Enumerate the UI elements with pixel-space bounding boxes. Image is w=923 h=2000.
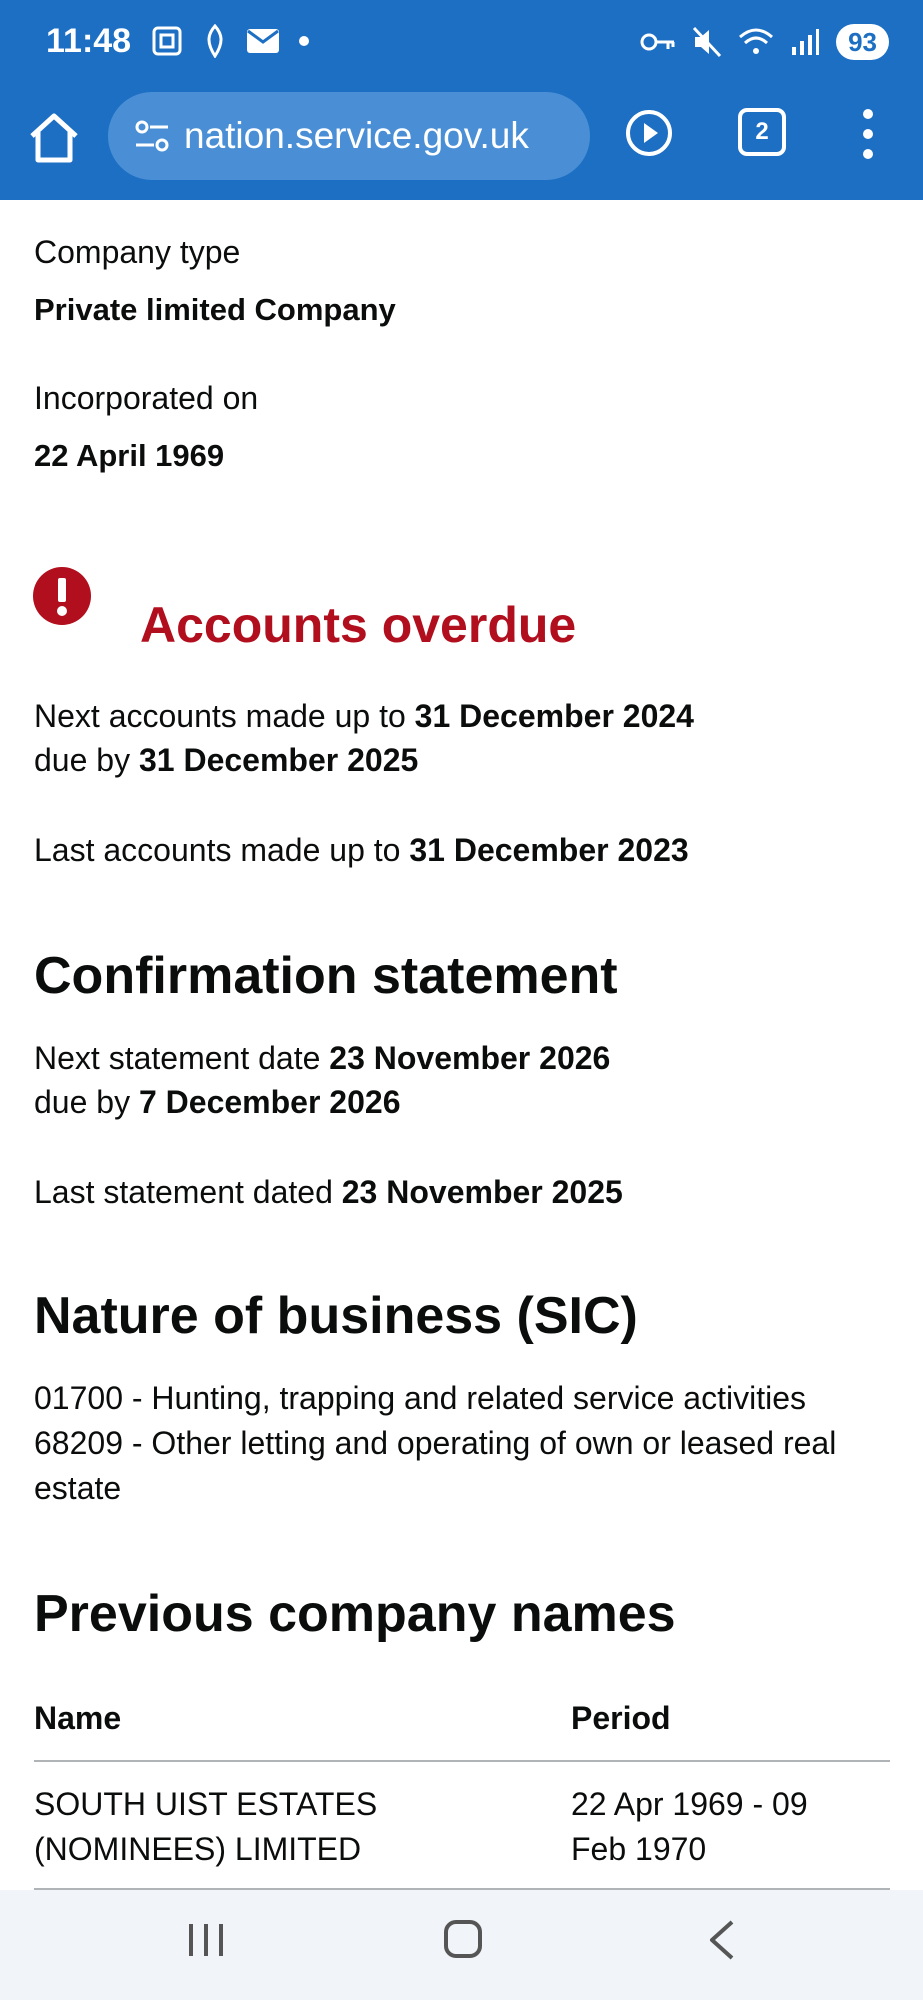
signal-icon bbox=[790, 27, 820, 57]
next-statement-line bbox=[34, 1040, 610, 1077]
period-line: Feb 1970 bbox=[571, 1831, 707, 1867]
period-line: 22 Apr 1969 - 09 bbox=[571, 1786, 808, 1822]
table-header-period: Period bbox=[571, 1700, 671, 1736]
incorporated-label: Incorporated on bbox=[34, 380, 259, 416]
url-text[interactable]: nation.service.gov.uk bbox=[184, 115, 529, 156]
last-accounts-date: 31 December 2023 bbox=[409, 832, 689, 868]
next-statement-label: Next statement date bbox=[34, 1040, 330, 1076]
home-nav-icon[interactable] bbox=[444, 1920, 482, 1958]
table-divider bbox=[34, 1760, 890, 1762]
status-icons-left bbox=[150, 24, 310, 58]
next-statement-date: 23 November 2026 bbox=[329, 1040, 611, 1076]
status-bar bbox=[0, 0, 923, 88]
nature-of-business-heading: Nature of business (SIC) bbox=[34, 1287, 638, 1345]
previous-names-heading: Previous company names bbox=[34, 1585, 676, 1643]
sic-item: 68209 - Other letting and operating of own or leased real estate bbox=[34, 1425, 837, 1506]
statement-due-label: due by bbox=[34, 1084, 139, 1120]
table-header-name: Name bbox=[34, 1700, 122, 1736]
last-statement-label: Last statement dated bbox=[34, 1174, 342, 1210]
battery-indicator: 93 bbox=[836, 24, 889, 60]
play-icon[interactable] bbox=[624, 108, 674, 158]
tab-count: 2 bbox=[755, 118, 769, 145]
app-icon bbox=[202, 24, 228, 58]
next-accounts-label: Next accounts made up to bbox=[34, 698, 415, 734]
recent-apps-icon[interactable] bbox=[186, 1920, 226, 1960]
mute-icon bbox=[692, 26, 722, 58]
home-icon[interactable] bbox=[26, 110, 82, 166]
incorporated-value: 22 April 1969 bbox=[34, 438, 225, 473]
wifi-icon bbox=[738, 27, 774, 57]
dot-icon bbox=[298, 35, 310, 47]
system-navigation-bar bbox=[0, 1890, 923, 2000]
more-menu-icon[interactable] bbox=[860, 106, 876, 162]
company-type-value: Private limited Company bbox=[34, 292, 396, 327]
next-accounts-date: 31 December 2024 bbox=[414, 698, 694, 734]
table-cell-period bbox=[571, 1782, 808, 1872]
address-bar[interactable] bbox=[108, 92, 590, 180]
accounts-due-label: due by bbox=[34, 742, 139, 778]
browser-top-bar bbox=[0, 0, 923, 200]
mail-icon bbox=[246, 28, 280, 54]
last-accounts-line bbox=[34, 832, 689, 869]
sic-item: 01700 - Hunting, trapping and related service activities bbox=[34, 1380, 806, 1416]
status-icons-right bbox=[640, 24, 889, 60]
statement-due-date: 7 December 2026 bbox=[138, 1084, 401, 1120]
accounts-overdue-heading: Accounts overdue bbox=[140, 597, 577, 653]
name-line: SOUTH UIST ESTATES bbox=[34, 1786, 378, 1822]
status-time: 11:48 bbox=[46, 22, 132, 60]
accounts-due-date: 31 December 2025 bbox=[138, 742, 419, 778]
last-accounts-label: Last accounts made up to bbox=[34, 832, 410, 868]
confirmation-heading: Confirmation statement bbox=[34, 947, 618, 1005]
warning-icon bbox=[32, 566, 92, 626]
browser-toolbar bbox=[0, 90, 923, 180]
last-statement-date: 23 November 2025 bbox=[341, 1174, 623, 1210]
table-cell-name bbox=[34, 1782, 377, 1872]
company-type-label: Company type bbox=[34, 234, 241, 270]
tab-switcher-button[interactable] bbox=[738, 108, 786, 156]
name-line: (NOMINEES) LIMITED bbox=[34, 1831, 362, 1867]
statement-due-line bbox=[34, 1084, 400, 1121]
back-icon[interactable] bbox=[706, 1918, 736, 1962]
next-accounts-line bbox=[34, 698, 694, 735]
screenshot-icon bbox=[150, 24, 184, 58]
site-settings-icon[interactable] bbox=[130, 114, 174, 158]
last-statement-line bbox=[34, 1174, 623, 1211]
key-icon bbox=[640, 30, 676, 54]
sic-list bbox=[34, 1376, 894, 1511]
accounts-due-line bbox=[34, 742, 418, 779]
